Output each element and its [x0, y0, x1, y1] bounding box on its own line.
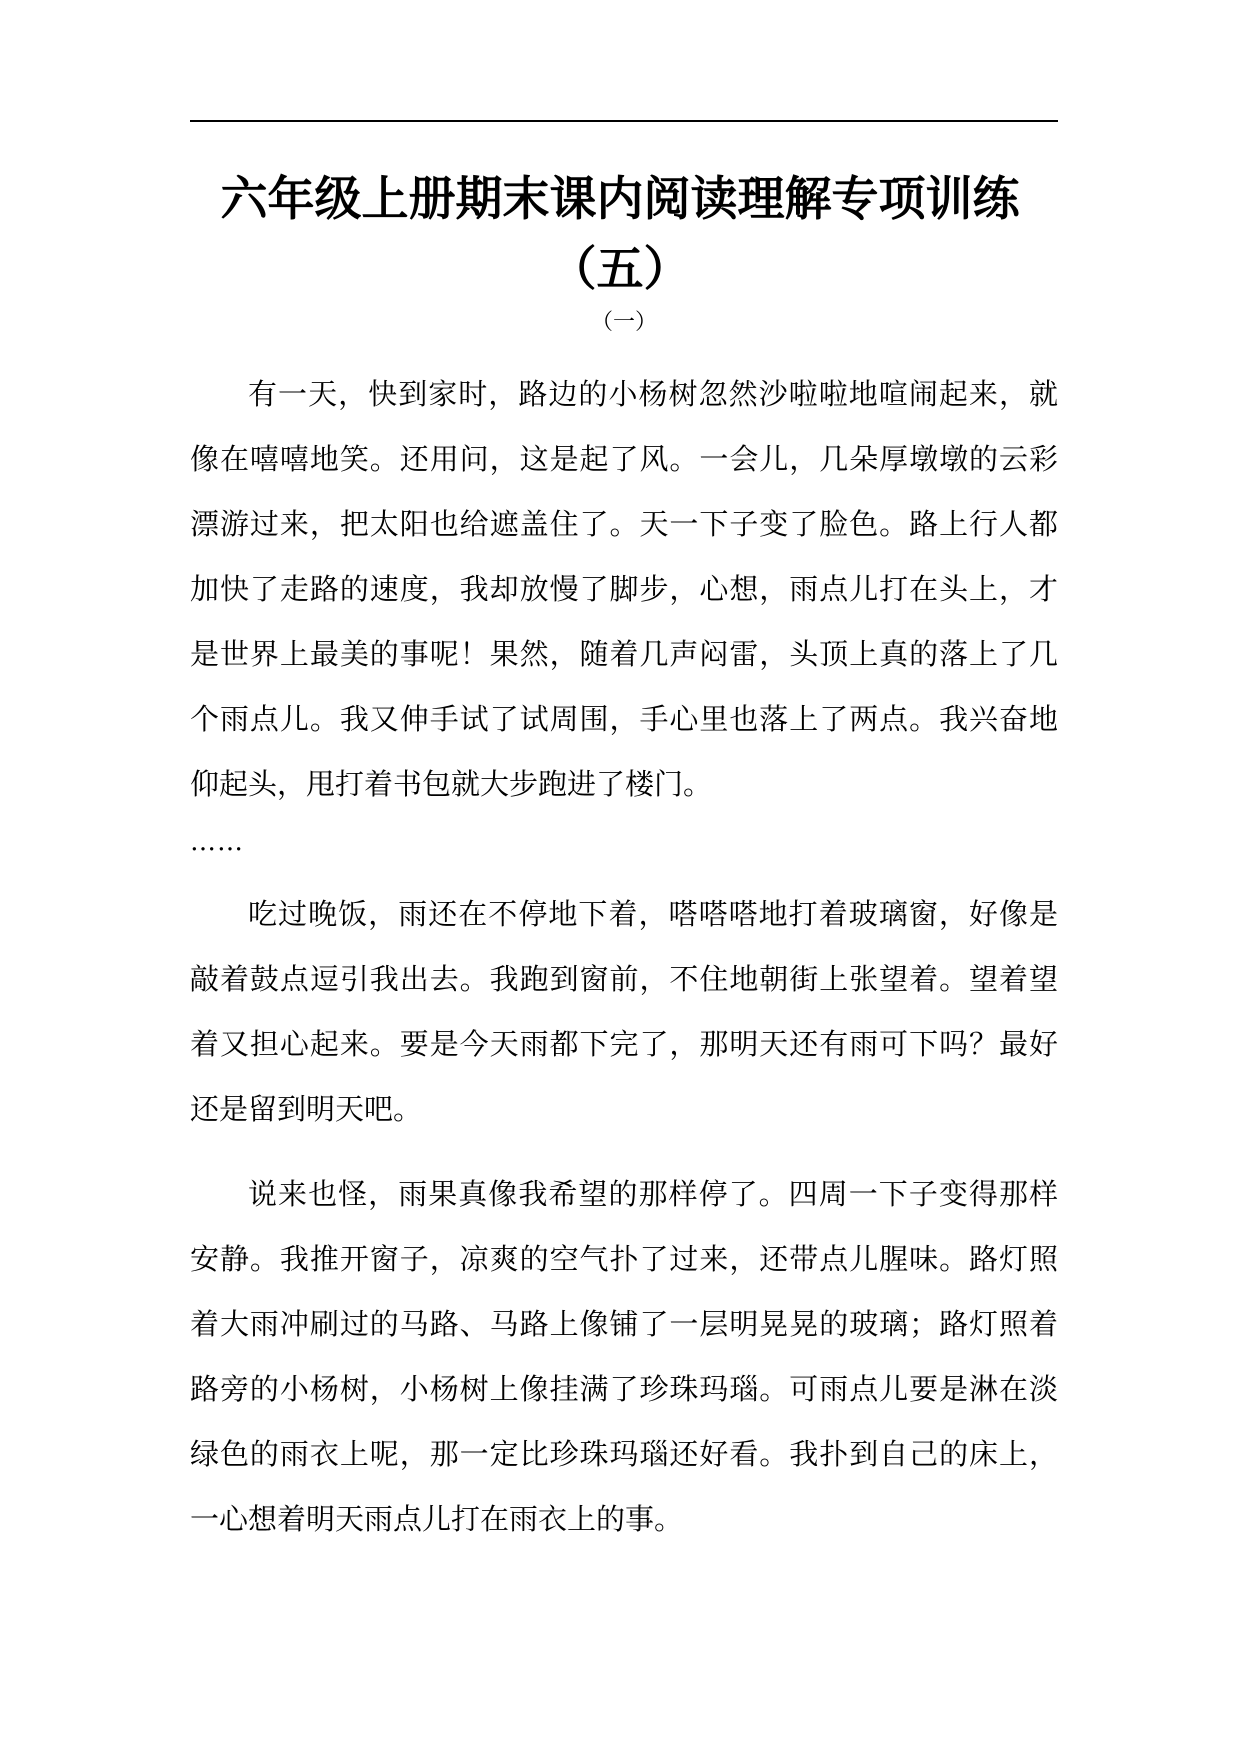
header-rule [190, 120, 1058, 122]
paragraph-2: 吃过晚饭，雨还在不停地下着，嗒嗒嗒地打着玻璃窗，好像是敲着鼓点逗引我出去。我跑到窗前，不住地朝街上张望着。望着望着又担心起来。要是今天雨都下完了，那明天还有雨可下吗？最好还是留到明天吧。 [190, 897, 1058, 1126]
paragraph-3: 说来也怪，雨果真像我希望的那样停了。四周一下子变得那样安静。我推开窗子，凉爽的空气扑了过来，还带点儿腥味。路灯照着大雨冲刷过的马路、马路上像铺了一层明晃晃的玻璃；路灯照着路旁的小杨树，小杨树上像挂满了珍珠玛瑙。可雨点儿要是淋在淡绿色的雨衣上呢，那一定比珍珠玛瑙还好看。我扑到自己的床上，一心想着明天雨点儿打在雨衣上的事。 [190, 1177, 1058, 1536]
title-line-1: 六年级上册期末课内阅读理解专项训练 [220, 172, 1020, 227]
title-line-2: （五） [549, 242, 691, 297]
document-title [160, 165, 1080, 305]
section-number: （一） [590, 310, 657, 335]
passage [190, 362, 1058, 1552]
paragraph-1: 有一天，快到家时，路边的小杨树忽然沙啦啦地喧闹起来，就像在嘻嘻地笑。还用问，这是起了风。一会儿，几朵厚墩墩的云彩漂游过来，把太阳也给遮盖住了。天一下子变了脸色。路上行人都加快了走路的速度，我却放慢了脚步，心想，雨点儿打在头上，才是世界上最美的事呢！果然，随着几声闷雷，头顶上真的落上了几个雨点儿。我又伸手试了试周围，手心里也落上了两点。我兴奋地仰起头，甩打着书包就大步跑进了楼门。 [190, 377, 1058, 801]
ellipsis: …… [190, 827, 244, 857]
